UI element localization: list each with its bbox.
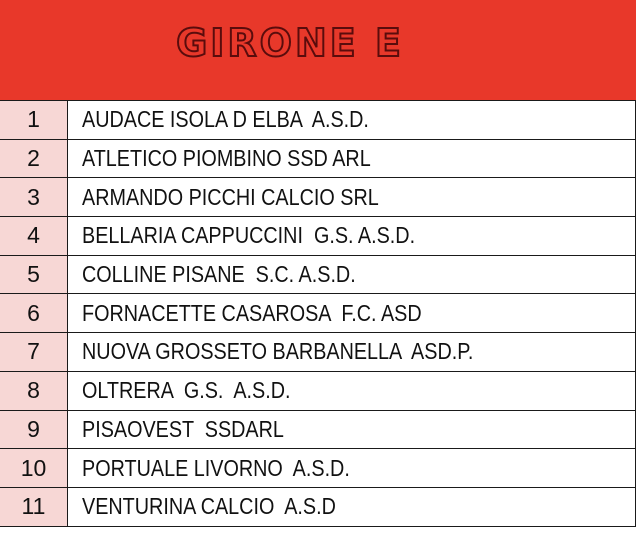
team-name: ARMANDO PICCHI CALCIO SRL (68, 178, 636, 217)
table-row (0, 101, 636, 140)
table-row (0, 178, 636, 217)
row-number: 8 (0, 371, 68, 410)
table-row (0, 410, 636, 449)
team-name: ATLETICO PIOMBINO SSD ARL (68, 139, 636, 178)
row-number: 11 (0, 487, 68, 526)
table-row (0, 487, 636, 526)
row-number: 9 (0, 410, 68, 449)
table-row (0, 449, 636, 488)
row-number: 6 (0, 294, 68, 333)
table-row (0, 333, 636, 372)
table-row (0, 255, 636, 294)
team-name: VENTURINA CALCIO A.S.D (68, 487, 636, 526)
row-number: 4 (0, 217, 68, 256)
team-name: AUDACE ISOLA D ELBA A.S.D. (68, 101, 636, 140)
row-number: 5 (0, 255, 68, 294)
teams-table (0, 100, 636, 527)
team-name: PORTUALE LIVORNO A.S.D. (68, 449, 636, 488)
group-title: GIRONE E (176, 21, 404, 65)
team-name: OLTRERA G.S. A.S.D. (68, 371, 636, 410)
table-row (0, 217, 636, 256)
row-number: 7 (0, 333, 68, 372)
team-name: FORNACETTE CASAROSA F.C. ASD (68, 294, 636, 333)
row-number: 3 (0, 178, 68, 217)
group-header (0, 0, 636, 100)
row-number: 10 (0, 449, 68, 488)
row-number: 1 (0, 101, 68, 140)
team-name: PISAOVEST SSDARL (68, 410, 636, 449)
table-row (0, 294, 636, 333)
table-row (0, 371, 636, 410)
team-name: NUOVA GROSSETO BARBANELLA ASD.P. (68, 333, 636, 372)
row-number: 2 (0, 139, 68, 178)
table-row (0, 139, 636, 178)
team-name: BELLARIA CAPPUCCINI G.S. A.S.D. (68, 217, 636, 256)
team-name: COLLINE PISANE S.C. A.S.D. (68, 255, 636, 294)
